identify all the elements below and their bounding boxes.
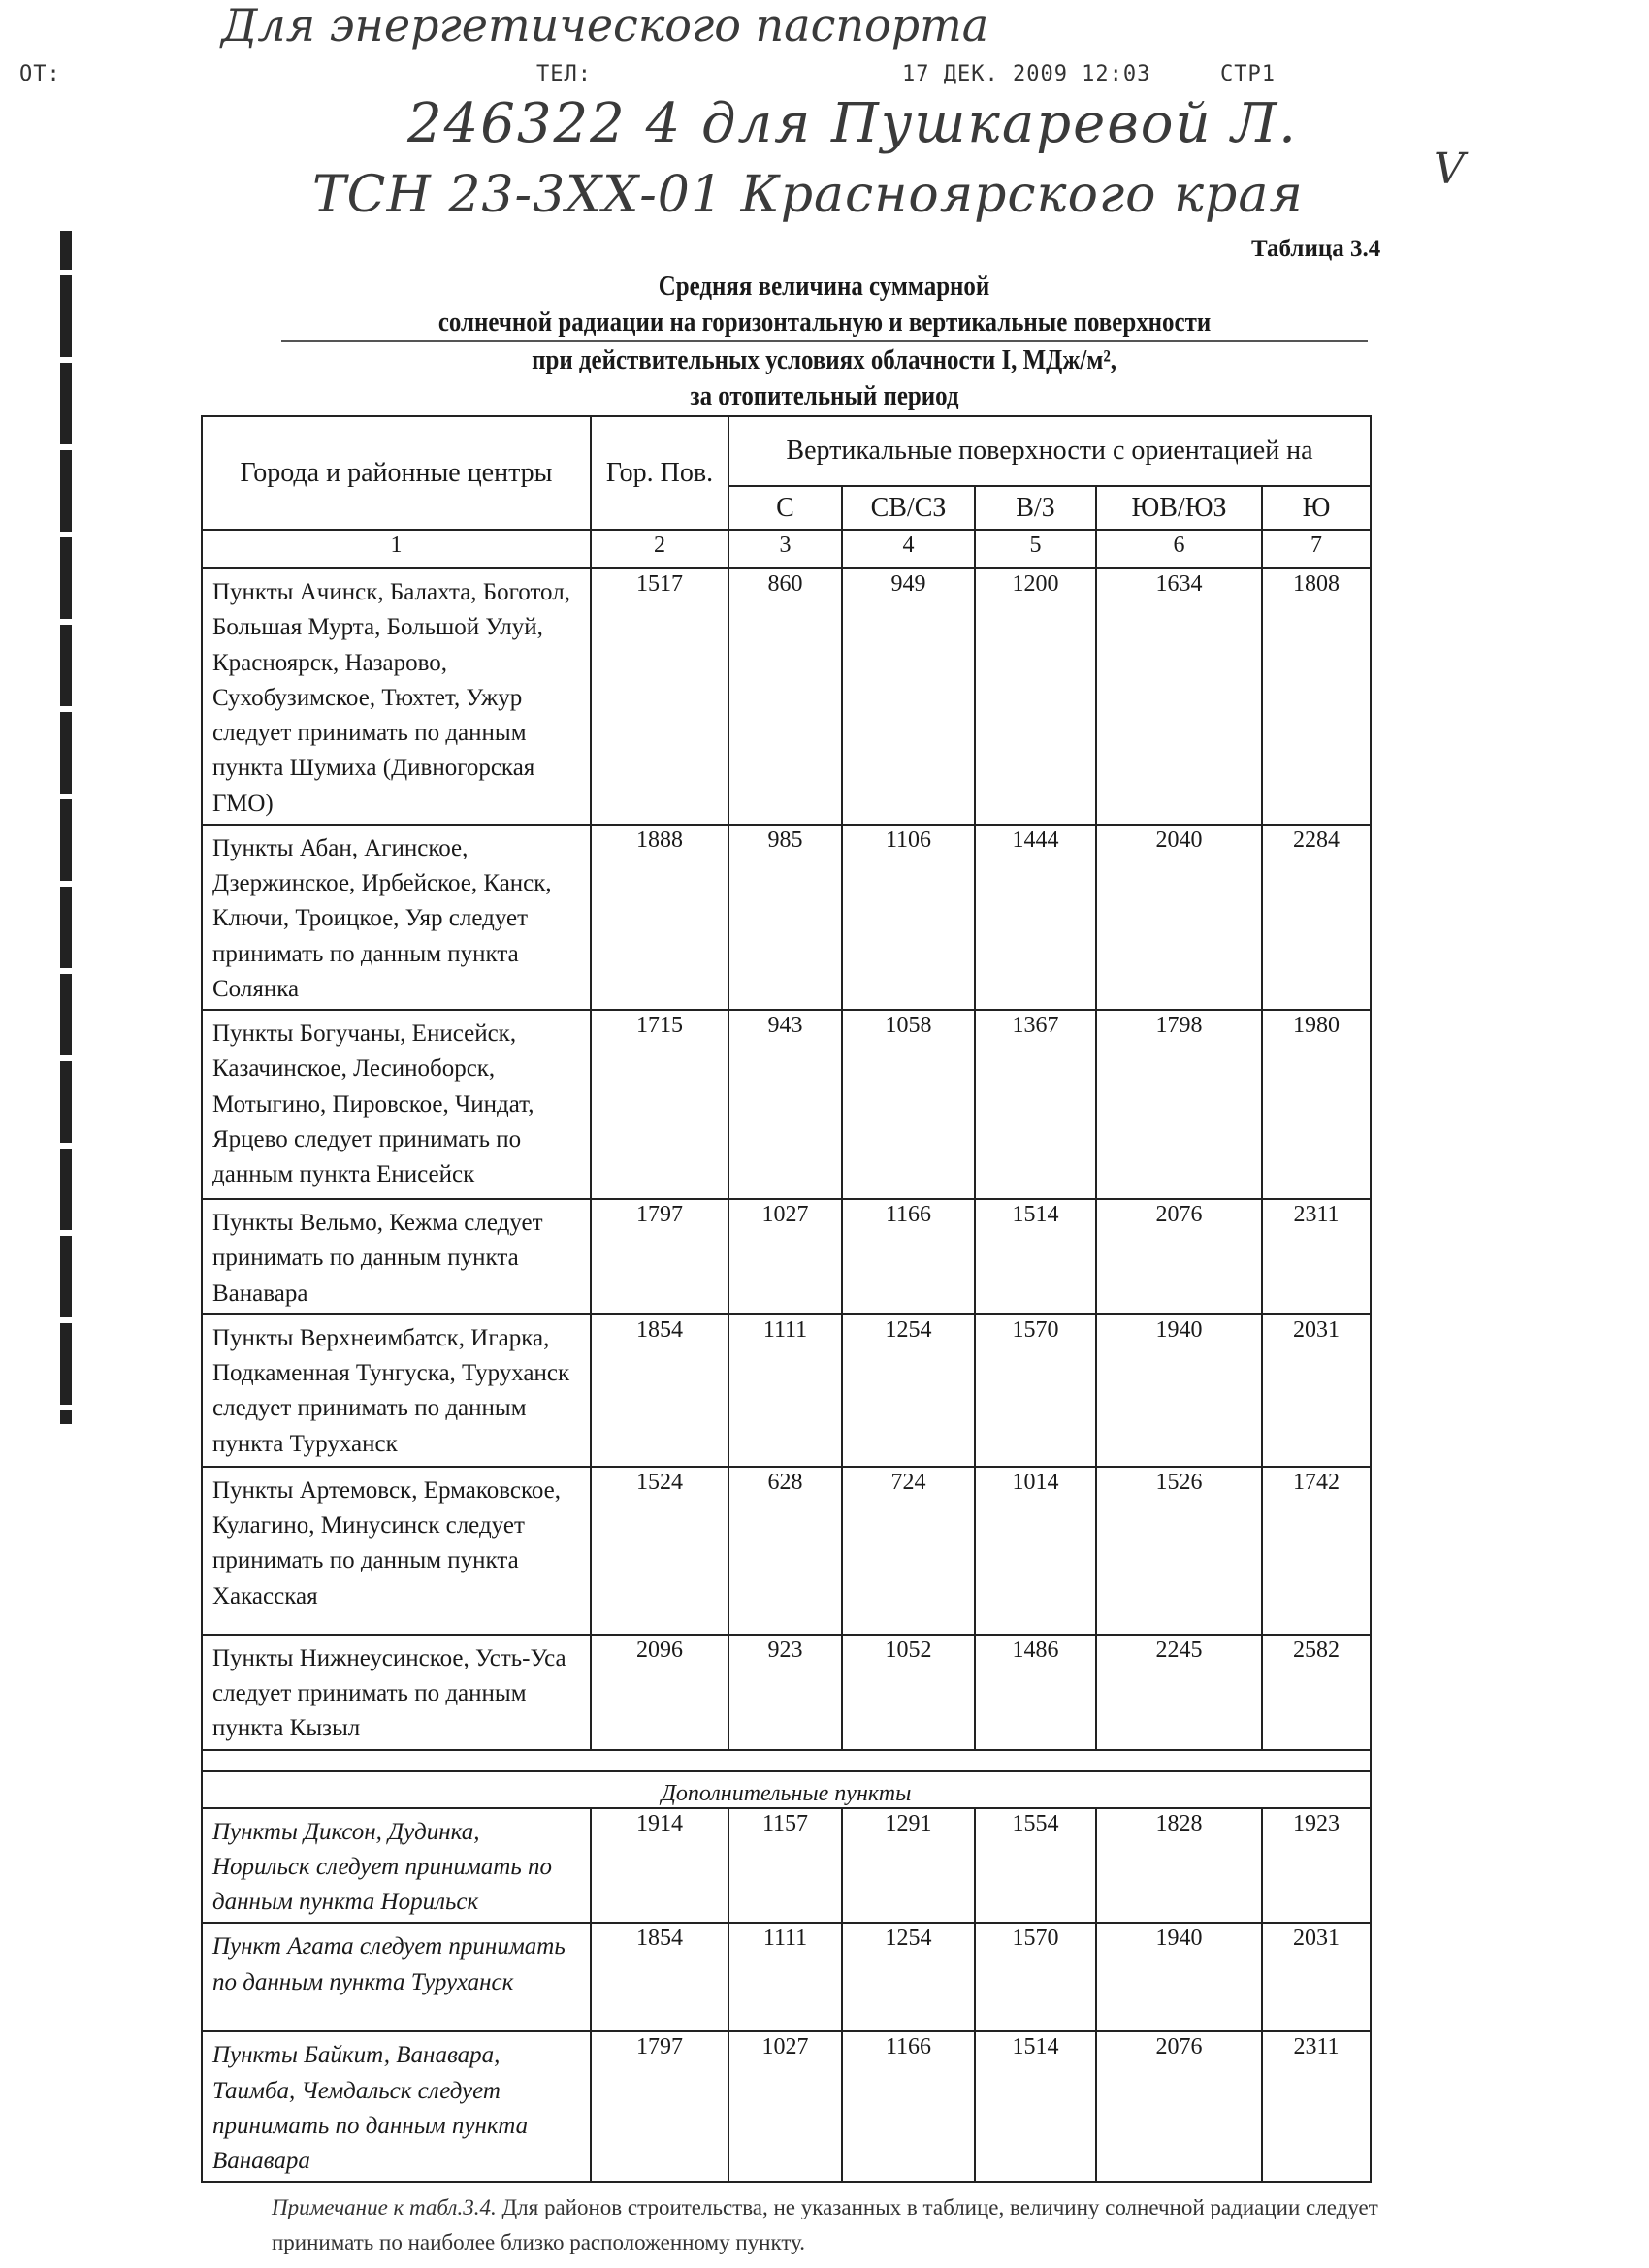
header-orientation-4: Ю xyxy=(1262,486,1371,530)
row-value: 2040 xyxy=(1096,825,1262,1010)
column-number-6: 6 xyxy=(1096,530,1262,568)
row-value: 1940 xyxy=(1096,1314,1262,1467)
table-row xyxy=(202,2031,1371,2182)
row-value: 1828 xyxy=(1096,1808,1262,1924)
row-value: 1111 xyxy=(728,1314,842,1467)
handwritten-note-standard: ТСН 23-3ХХ-01 Красноярского края xyxy=(312,166,1304,224)
row-value: 2076 xyxy=(1096,1199,1262,1314)
row-value: 1200 xyxy=(975,568,1096,825)
table-row xyxy=(202,1635,1371,1750)
table-row xyxy=(202,1923,1371,2031)
table-row xyxy=(202,568,1371,825)
row-value: 1742 xyxy=(1262,1467,1371,1635)
header-orientation-0: С xyxy=(728,486,842,530)
row-value: 1157 xyxy=(728,1808,842,1924)
table-row xyxy=(202,1314,1371,1467)
row-value: 1854 xyxy=(591,1314,728,1467)
row-value: 1106 xyxy=(842,825,975,1010)
row-value: 2031 xyxy=(1262,1923,1371,2031)
row-value: 1444 xyxy=(975,825,1096,1010)
row-value: 1570 xyxy=(975,1314,1096,1467)
header-orientation-2: В/З xyxy=(975,486,1096,530)
header-vertical-group: Вертикальные поверхности с ориентацией на xyxy=(728,416,1371,486)
table-row xyxy=(202,1199,1371,1314)
row-location-name: Пункты Артемовск, Ермаковское, Кулагино, Минусинск следует принимать по данным пункта Хакасская xyxy=(202,1467,591,1635)
fax-phone-label: ТЕЛ: xyxy=(536,62,592,86)
row-location-name: Пункты Нижнеусинское, Усть-Уса следует принимать по данным пункта Кызыл xyxy=(202,1635,591,1750)
row-location-name: Пункты Верхнеимбатск, Игарка, Подкаменная Тунгуска, Туруханск следует принимать по данным пункта Туруханск xyxy=(202,1314,591,1467)
row-value: 1797 xyxy=(591,2031,728,2182)
row-value: 1914 xyxy=(591,1808,728,1924)
row-value: 2031 xyxy=(1262,1314,1371,1467)
header-orientation-3: ЮВ/ЮЗ xyxy=(1096,486,1262,530)
section-label: Дополнительные пункты xyxy=(202,1771,1371,1808)
handwritten-check-mark: V xyxy=(1434,145,1465,194)
row-value: 1854 xyxy=(591,1923,728,2031)
table-row xyxy=(202,1010,1371,1199)
row-value: 860 xyxy=(728,568,842,825)
column-number-4: 4 xyxy=(842,530,975,568)
fax-datetime: 17 ДЕК. 2009 12:03 xyxy=(902,62,1151,86)
row-location-name: Пункты Диксон, Дудинка, Норильск следует принимать по данным пункта Норильск xyxy=(202,1808,591,1924)
row-value: 1797 xyxy=(591,1199,728,1314)
row-value: 1524 xyxy=(591,1467,728,1635)
handwritten-note-recipient: 246322 4 для Пушкаревой Л. xyxy=(407,92,1298,155)
row-value: 1526 xyxy=(1096,1467,1262,1635)
blank-row xyxy=(202,1750,1371,1771)
row-value: 1027 xyxy=(728,1199,842,1314)
column-number-1: 1 xyxy=(202,530,591,568)
row-value: 628 xyxy=(728,1467,842,1635)
row-value: 1254 xyxy=(842,1923,975,2031)
blank-cell xyxy=(202,1750,1371,1771)
row-value: 943 xyxy=(728,1010,842,1199)
row-value: 1940 xyxy=(1096,1923,1262,2031)
row-value: 1254 xyxy=(842,1314,975,1467)
row-value: 724 xyxy=(842,1467,975,1635)
row-location-name: Пункты Байкит, Ванавара, Таимба, Чемдальск следует принимать по данным пункта Ванавара xyxy=(202,2031,591,2182)
row-value: 1514 xyxy=(975,1199,1096,1314)
row-value: 1111 xyxy=(728,1923,842,2031)
row-location-name: Пункты Вельмо, Кежма следует принимать по данным пункта Ванавара xyxy=(202,1199,591,1314)
title-underline xyxy=(281,340,1368,342)
row-value: 1715 xyxy=(591,1010,728,1199)
table-row xyxy=(202,1467,1371,1635)
row-value: 985 xyxy=(728,825,842,1010)
row-value: 1367 xyxy=(975,1010,1096,1199)
row-value: 2284 xyxy=(1262,825,1371,1010)
title-line-2: солнечной радиации на горизонтальную и вертикальные поверхности xyxy=(437,307,1212,338)
row-value: 949 xyxy=(842,568,975,825)
row-value: 2582 xyxy=(1262,1635,1371,1750)
row-value: 2076 xyxy=(1096,2031,1262,2182)
row-value: 1798 xyxy=(1096,1010,1262,1199)
row-value: 1634 xyxy=(1096,568,1262,825)
row-value: 1166 xyxy=(842,2031,975,2182)
column-number-2: 2 xyxy=(591,530,728,568)
table-row xyxy=(202,1808,1371,1924)
row-value: 1027 xyxy=(728,2031,842,2182)
row-value: 1808 xyxy=(1262,568,1371,825)
row-value: 2311 xyxy=(1262,2031,1371,2182)
row-value: 1052 xyxy=(842,1635,975,1750)
scan-edge-mark xyxy=(60,231,72,1424)
row-value: 1514 xyxy=(975,2031,1096,2182)
row-value: 1166 xyxy=(842,1199,975,1314)
row-value: 1517 xyxy=(591,568,728,825)
row-location-name: Пункты Богучаны, Енисейск, Казачинское, Лесиноборск, Мотыгино, Пировское, Чиндат, Ярцево следует принимать по данным пункта Енисейск xyxy=(202,1010,591,1199)
table-row xyxy=(202,825,1371,1010)
fax-from-label: ОТ: xyxy=(19,62,61,86)
row-value: 1014 xyxy=(975,1467,1096,1635)
title-line-1: Средняя величина суммарной xyxy=(659,271,990,302)
row-value: 1058 xyxy=(842,1010,975,1199)
row-value: 923 xyxy=(728,1635,842,1750)
note-text: Для районов строительства, не указанных в таблице, величину солнечной радиации следует принимать по наиболее близко расположенному пункту. xyxy=(272,2195,1378,2254)
column-number-7: 7 xyxy=(1262,530,1371,568)
row-value: 2096 xyxy=(591,1635,728,1750)
header-horizontal: Гор. Пов. xyxy=(591,416,728,530)
header-cities: Города и районные центры xyxy=(202,416,591,530)
row-location-name: Пункт Агата следует принимать по данным пункта Туруханск xyxy=(202,1923,591,2031)
row-location-name: Пункты Ачинск, Балахта, Боготол, Большая Мурта, Большой Улуй, Красноярск, Назарово, Сухобузимское, Тюхтет, Ужур следует принимать по данным пункта Шумиха (Дивногорская ГМО) xyxy=(202,568,591,825)
row-value: 1486 xyxy=(975,1635,1096,1750)
table-number-label: Таблица 3.4 xyxy=(1251,236,1381,262)
title-line-3: при действительных условиях облачности I, МДж/м², xyxy=(532,344,1117,375)
row-location-name: Пункты Абан, Агинское, Дзержинское, Ирбейское, Канск, Ключи, Троицкое, Уяр следует принимать по данным пункта Солянка xyxy=(202,825,591,1010)
row-value: 2245 xyxy=(1096,1635,1262,1750)
row-value: 1923 xyxy=(1262,1808,1371,1924)
row-value: 1554 xyxy=(975,1808,1096,1924)
fax-page: СТР1 xyxy=(1220,62,1276,86)
table-note xyxy=(272,2190,1416,2259)
header-orientation-1: СВ/СЗ xyxy=(842,486,975,530)
row-value: 1570 xyxy=(975,1923,1096,2031)
column-number-3: 3 xyxy=(728,530,842,568)
row-value: 2311 xyxy=(1262,1199,1371,1314)
section-row xyxy=(202,1771,1371,1808)
row-value: 1980 xyxy=(1262,1010,1371,1199)
row-value: 1888 xyxy=(591,825,728,1010)
column-number-5: 5 xyxy=(975,530,1096,568)
note-prefix: Примечание к табл.3.4. xyxy=(272,2195,497,2219)
row-value: 1291 xyxy=(842,1808,975,1924)
title-line-4: за отопительный период xyxy=(690,380,959,411)
handwritten-note-passport: Для энергетического паспорта xyxy=(221,0,989,51)
solar-radiation-table xyxy=(201,415,1372,2183)
